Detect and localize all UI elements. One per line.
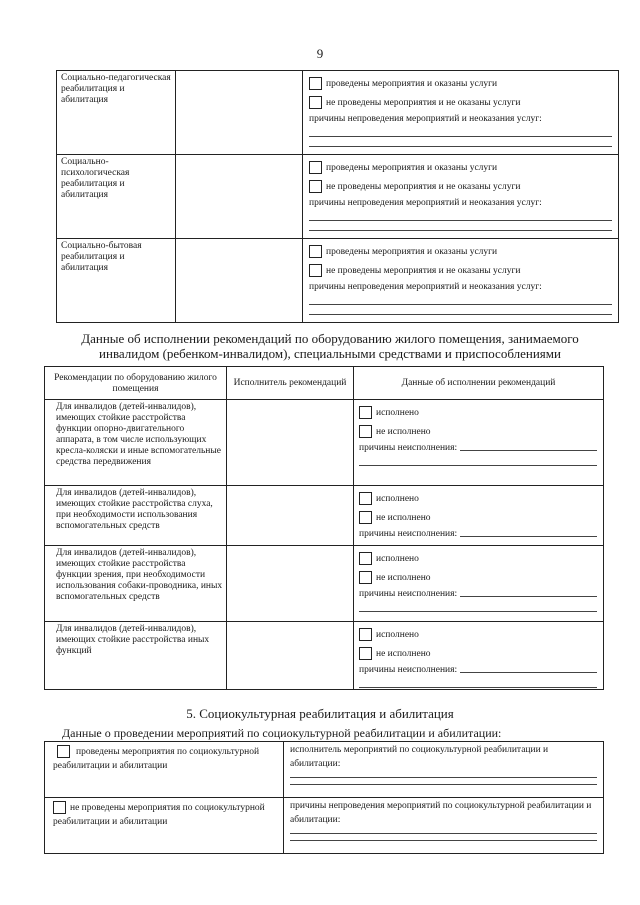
section-subtitle: Данные о проведении мероприятий по социокультурной реабилитации и абилитации: <box>62 726 502 740</box>
option-done-label: проведены мероприятия по социокультурной реабилитации и абилитации <box>53 747 260 771</box>
column-header: Рекомендации по оборудованию жилого помещения <box>45 367 227 400</box>
answer-line[interactable] <box>309 127 612 137</box>
reason-label: причины непроведения мероприятий и неоказания услуг: <box>309 114 542 124</box>
checkbox[interactable] <box>359 552 372 565</box>
table-row <box>45 622 604 690</box>
reason-label: причины неисполнения: <box>359 443 458 453</box>
empty-cell[interactable] <box>176 71 303 155</box>
option-done-label: проведены мероприятия и оказаны услуги <box>326 78 498 89</box>
answer-line[interactable] <box>460 441 597 451</box>
checkbox[interactable] <box>309 161 322 174</box>
table-row <box>57 71 619 155</box>
answer-line[interactable] <box>290 827 597 834</box>
execution-cell <box>354 400 604 486</box>
answer-line[interactable] <box>290 834 597 841</box>
table-row <box>45 400 604 486</box>
answer-line[interactable] <box>290 778 597 785</box>
answer-line[interactable] <box>309 305 612 315</box>
option-done-label: исполнено <box>376 553 419 564</box>
reason-label: причины непроведения мероприятий по социокультурной реабилитации и абилитации: <box>290 801 592 825</box>
reason-label: причины неисполнения: <box>359 529 458 539</box>
rehab-area-label: Социально-педагогическая реабилитация и абилитация <box>57 71 176 155</box>
table-row <box>57 239 619 323</box>
checkbox[interactable] <box>309 180 322 193</box>
option-not-done-label: не исполнено <box>376 648 431 659</box>
rehab-area-label: Социально-психологическая реабилитация и абилитация <box>57 155 176 239</box>
reason-label: причины непроведения мероприятий и неоказания услуг: <box>309 282 542 292</box>
option-done-label: проведены мероприятия и оказаны услуги <box>326 246 498 257</box>
option-done-label: исполнено <box>376 407 419 418</box>
recommendation-label: Для инвалидов (детей-инвалидов), имеющих стойкие расстройства слуха, при необходимости использования вспомогательных средств <box>45 486 227 546</box>
rehab-status-cell <box>303 155 619 239</box>
done-option-cell <box>45 742 284 798</box>
not-done-option-cell <box>45 798 284 854</box>
rehab-area-label: Социально-бытовая реабилитация и абилитация <box>57 239 176 323</box>
answer-line[interactable] <box>460 663 597 673</box>
rehab-table <box>56 70 619 323</box>
option-done-label: проведены мероприятия и оказаны услуги <box>326 162 498 173</box>
recommendation-label: Для инвалидов (детей-инвалидов), имеющих стойкие расстройства функции зрения, при необходимости использования собаки-проводника, иных вспомогательных средств <box>45 546 227 622</box>
housing-heading: Данные об исполнении рекомендаций по оборудованию жилого помещения, занимаемого инвалидом (ребенком-инвалидом), специальными средствами и приспособлениями <box>81 331 579 361</box>
checkbox[interactable] <box>359 511 372 524</box>
option-done-label: исполнено <box>376 493 419 504</box>
checkbox[interactable] <box>53 801 66 814</box>
answer-line[interactable] <box>309 295 612 305</box>
empty-cell[interactable] <box>176 155 303 239</box>
option-not-done-label: не проведены мероприятия и не оказаны услуги <box>326 181 521 192</box>
answer-line[interactable] <box>309 137 612 147</box>
rehab-status-cell <box>303 239 619 323</box>
reason-label: причины неисполнения: <box>359 665 458 675</box>
checkbox[interactable] <box>359 406 372 419</box>
option-not-done-label: не исполнено <box>376 426 431 437</box>
housing-table <box>44 366 604 690</box>
table-row <box>45 742 604 798</box>
execution-cell <box>354 486 604 546</box>
answer-line[interactable] <box>359 456 597 466</box>
option-not-done-label: не проведены мероприятия и не оказаны услуги <box>326 97 521 108</box>
column-header: Данные об исполнении рекомендаций <box>354 367 604 400</box>
answer-line[interactable] <box>290 771 597 778</box>
checkbox[interactable] <box>309 245 322 258</box>
sociocultural-table <box>44 741 604 854</box>
option-not-done-label: не проведены мероприятия по социокультурной реабилитации и абилитации <box>53 803 265 827</box>
answer-line[interactable] <box>309 221 612 231</box>
checkbox[interactable] <box>309 264 322 277</box>
answer-line[interactable] <box>309 211 612 221</box>
empty-cell[interactable] <box>227 546 354 622</box>
reason-cell <box>284 798 604 854</box>
option-not-done-label: не исполнено <box>376 512 431 523</box>
checkbox[interactable] <box>359 571 372 584</box>
answer-line[interactable] <box>460 587 597 597</box>
option-not-done-label: не исполнено <box>376 572 431 583</box>
section-title: 5. Социокультурная реабилитация и абилитация <box>186 706 454 721</box>
checkbox[interactable] <box>359 647 372 660</box>
empty-cell[interactable] <box>227 400 354 486</box>
option-not-done-label: не проведены мероприятия и не оказаны услуги <box>326 265 521 276</box>
checkbox[interactable] <box>57 745 70 758</box>
empty-cell[interactable] <box>176 239 303 323</box>
table-row <box>45 546 604 622</box>
reason-label: причины неисполнения: <box>359 589 458 599</box>
executor-label: исполнитель мероприятий по социокультурной реабилитации и абилитации: <box>290 745 549 769</box>
rehab-status-cell <box>303 71 619 155</box>
page-number: 9 <box>316 46 324 61</box>
table-row <box>57 155 619 239</box>
checkbox[interactable] <box>359 425 372 438</box>
checkbox[interactable] <box>359 628 372 641</box>
checkbox[interactable] <box>309 77 322 90</box>
answer-line[interactable] <box>359 678 597 688</box>
table-row <box>45 798 604 854</box>
empty-cell[interactable] <box>227 622 354 690</box>
recommendation-label: Для инвалидов (детей-инвалидов), имеющих стойкие расстройства функции опорно-двигательного аппарата, в том числе использующих кресла-коляски и иные вспомогательные средства передвижения <box>45 400 227 486</box>
execution-cell <box>354 622 604 690</box>
empty-cell[interactable] <box>227 486 354 546</box>
recommendation-label: Для инвалидов (детей-инвалидов), имеющих стойкие расстройства иных функций <box>45 622 227 690</box>
reason-label: причины непроведения мероприятий и неоказания услуг: <box>309 198 542 208</box>
table-header-row <box>45 367 604 400</box>
executor-cell <box>284 742 604 798</box>
table-row <box>45 486 604 546</box>
answer-line[interactable] <box>460 527 597 537</box>
execution-cell <box>354 546 604 622</box>
option-done-label: исполнено <box>376 629 419 640</box>
checkbox[interactable] <box>359 492 372 505</box>
answer-line[interactable] <box>359 602 597 612</box>
column-header: Исполнитель рекомендаций <box>227 367 354 400</box>
checkbox[interactable] <box>309 96 322 109</box>
